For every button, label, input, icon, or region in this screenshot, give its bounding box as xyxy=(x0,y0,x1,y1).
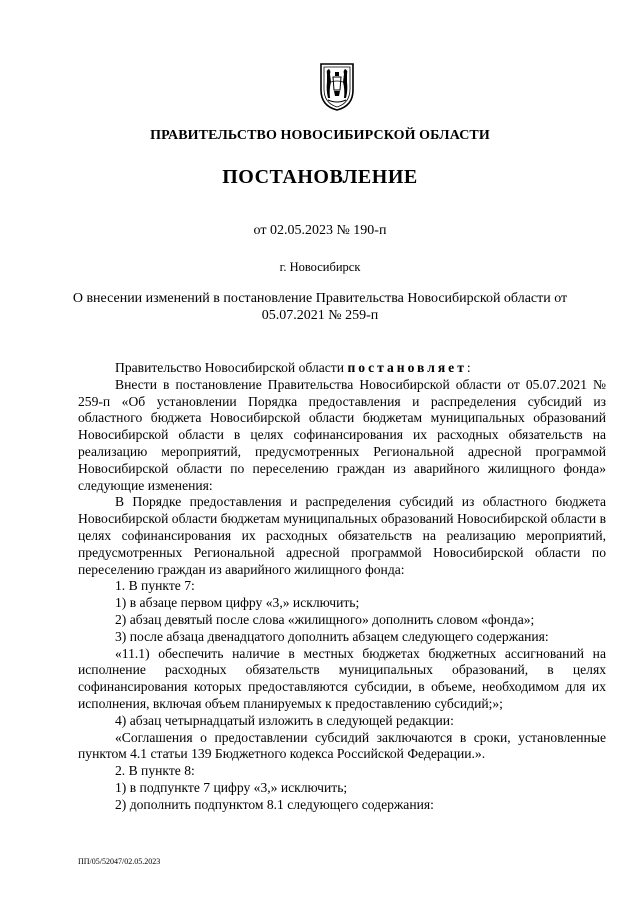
body-paragraph: 1) в абзаце первом цифру «3,» исключить; xyxy=(115,595,360,611)
intro-text: Правительство Новосибирской области xyxy=(115,360,345,375)
city-line: г. Новосибирск xyxy=(279,260,361,274)
body-paragraph: 3) после абзаца двенадцатого дополнить абзацем следующего содержания: xyxy=(115,628,549,644)
intro-paragraph xyxy=(78,360,606,377)
body-paragraph: 2. В пункте 8: xyxy=(115,763,195,779)
body-paragraph: 2) дополнить подпунктом 8.1 следующего содержания: xyxy=(115,796,434,812)
date-number-line: от 02.05.2023 № 190-п xyxy=(253,223,387,238)
body-paragraph: «Соглашения о предоставлении субсидий заключаются в сроки, установленные пунктом 4.1 статьи 139 Бюджетного кодекса Российской Федерации.». xyxy=(78,729,606,762)
body-paragraph: «11.1) обеспечить наличие в местных бюджетах бюджетных ассигнований на исполнение расходных обязательств муниципальных образований, в целях софинансирования которых предоставляются субсидии, в объеме, необходимом для их исполнения, включая объем планируемых к предоставлению субсидий;»; xyxy=(78,645,606,711)
document-type: ПОСТАНОВЛЕНИЕ xyxy=(222,166,418,188)
body-paragraph: 1) в подпункте 7 цифру «3,» исключить; xyxy=(115,779,348,795)
document-title: О внесении изменений в постановление Правительства Новосибирской области от 05.07.2021 № 259-п xyxy=(72,291,568,323)
intro-verb: постановляет xyxy=(347,360,467,375)
footer-code: ПП/05/52047/02.05.2023 xyxy=(78,857,161,866)
body-paragraph: 4) абзац четырнадцатый изложить в следующей редакции: xyxy=(115,712,454,728)
body-paragraph: Внести в постановление Правительства Новосибирской области от 05.07.2021 № 259-п «Об установлении Порядка предоставления и распределения субсидий из областного бюджета Новосибирской области бюджетам муниципальных образований Новосибирской области в целях софинансирования их расходных обязательств на реализацию мероприятий, предусмотренных Региональной адресной программой Новосибирской области по переселению граждан из аварийного жилищного фонда» следующие изменения: xyxy=(78,376,606,493)
intro-tail: : xyxy=(466,360,471,375)
coat-of-arms-emblem xyxy=(318,60,356,112)
body-paragraph: В Порядке предоставления и распределения субсидий из областного бюджета Новосибирской области бюджетам муниципальных образований Новосибирской области в целях софинансирования их расходных обязательств на реализацию мероприятий, предусмотренных Региональной адресной программой Новосибирской области по переселению граждан из аварийного жилищного фонда: xyxy=(78,494,606,577)
body-paragraph: 2) абзац девятый после слова «жилищного» дополнить словом «фонда»; xyxy=(115,611,535,627)
body-paragraph: 1. В пункте 7: xyxy=(115,578,195,594)
organization-name: ПРАВИТЕЛЬСТВО НОВОСИБИРСКОЙ ОБЛАСТИ xyxy=(150,128,490,143)
document-body xyxy=(78,360,606,814)
